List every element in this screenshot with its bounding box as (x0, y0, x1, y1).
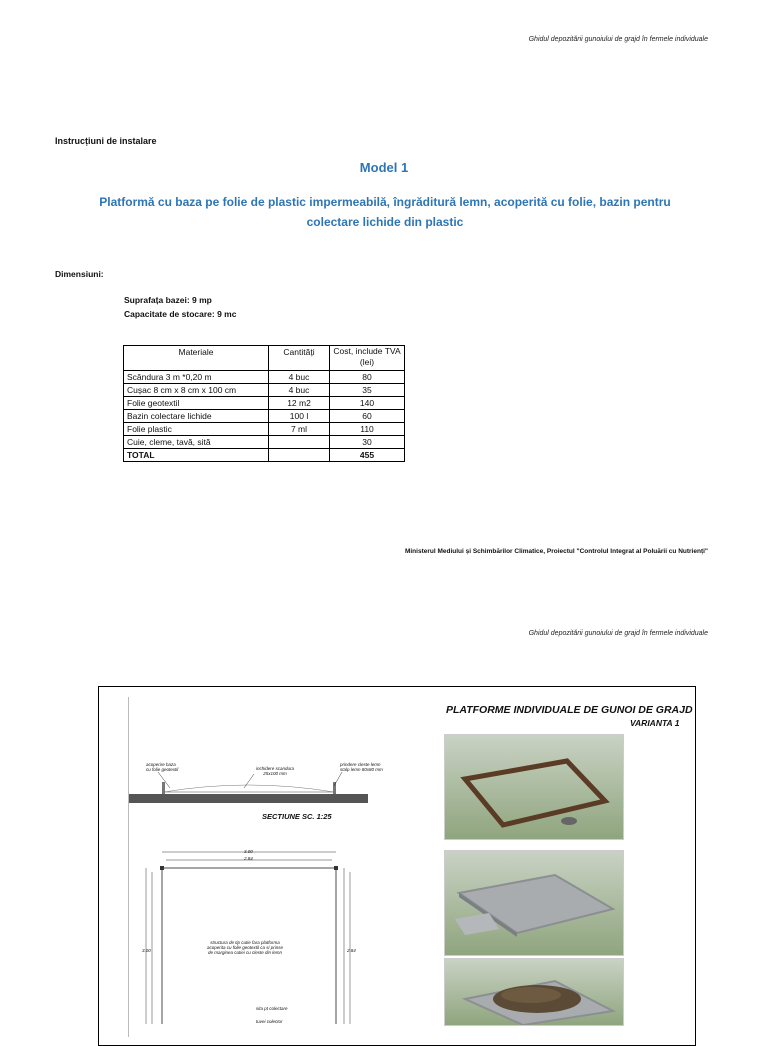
table-row (124, 371, 405, 384)
quantity-cell: 7 ml (269, 423, 330, 436)
total-cost-cell: 455 (330, 449, 405, 462)
label-base-cover-1: acoperire baza (146, 762, 176, 767)
dimensions-label: Dimensiuni: (55, 269, 104, 279)
header-quantities: Cantități (269, 346, 330, 371)
dim-side-1: 3.00 (142, 948, 151, 953)
quantity-cell: 4 buc (269, 371, 330, 384)
surface-line: Suprafața bazei: 9 mp (124, 295, 212, 305)
material-cell: Cușac 8 cm x 8 cm x 100 cm (124, 384, 269, 397)
table-row (124, 423, 405, 436)
plan-note-1: structura de tip cutie fara platforma (210, 940, 280, 945)
label-posts-2: stalp lemn 80x80 mm (340, 767, 383, 772)
model-title: Model 1 (359, 160, 409, 175)
table-row (124, 397, 405, 410)
subtitle-line-2: colectare lichide din plastic (306, 215, 464, 229)
dim-top-1: 3.00 (244, 849, 253, 854)
render-with-manure-image (445, 959, 623, 1025)
total-quantity-cell (269, 449, 330, 462)
quantity-cell (269, 436, 330, 449)
cost-cell: 140 (330, 397, 405, 410)
material-cell: Folie plastic (124, 423, 269, 436)
material-cell: Folie geotextil (124, 397, 269, 410)
render-with-manure (444, 958, 624, 1026)
render-frame-only-image (445, 735, 623, 839)
drawing-variant: VARIANTA 1 (630, 718, 680, 728)
header-cost: Cost, include TVA (lei) (330, 346, 405, 371)
plan-note (190, 940, 300, 955)
plan-drawing (140, 846, 358, 1024)
section-caption: SECTIUNE SC. 1:25 (262, 812, 332, 821)
render-frame-only (444, 734, 624, 840)
materials-table (123, 345, 405, 462)
render-lined-base (444, 850, 624, 956)
table-row-total (124, 449, 405, 462)
label-base-cover (146, 762, 178, 772)
render-lined-base-image (445, 851, 623, 955)
label-enclosure (256, 766, 294, 776)
label-enclosure-2: 25x100 mm (263, 771, 287, 776)
running-header-page-2: Ghidul depozitării gunoiului de grajd în fermele individuale (528, 630, 708, 637)
table-row (124, 410, 405, 423)
plan-note-3: de marginea cutiei cu cleste din lemn (207, 950, 283, 955)
cost-cell: 110 (330, 423, 405, 436)
cost-cell: 80 (330, 371, 405, 384)
material-cell: Bazin colectare lichide (124, 410, 269, 423)
running-header: Ghidul depozitării gunoiului de grajd în fermele individuale (528, 36, 708, 43)
header-materials: Materiale (124, 346, 269, 371)
quantity-cell: 100 l (269, 410, 330, 423)
table-row (124, 384, 405, 397)
ground-slab (129, 794, 368, 803)
plan-note-2: acoperita cu folie geotextil ca si prinse (206, 945, 284, 950)
total-label-cell: TOTAL (124, 449, 269, 462)
label-collector: tuvei colector (256, 1019, 283, 1024)
label-base-cover-2: cu folie geotextil (146, 767, 179, 772)
cost-cell: 60 (330, 410, 405, 423)
cost-cell: 35 (330, 384, 405, 397)
dim-top-2: 2.84 (244, 856, 253, 861)
label-posts-1: prindere cleste lemn (340, 762, 381, 767)
model-subtitle (40, 192, 730, 232)
label-enclosure-1: inchidere scandura (256, 766, 295, 771)
label-posts (340, 762, 383, 772)
material-cell: Scândura 3 m *0,20 m (124, 371, 269, 384)
cost-cell: 30 (330, 436, 405, 449)
capacity-line: Capacitate de stocare: 9 mc (124, 309, 237, 319)
quantity-cell: 12 m2 (269, 397, 330, 410)
page-footer: Ministerul Mediului și Schimbărilor Climatice, Proiectul "Controlul Integrat al Poluării cu Nutrienți" (404, 548, 708, 555)
material-cell: Cuie, cleme, tavă, sită (124, 436, 269, 449)
section-label: Instrucțiuni de instalare (55, 136, 157, 146)
dimensions-block (124, 293, 236, 321)
label-sieve: sita pt colectare (256, 1006, 288, 1011)
quantity-cell: 4 buc (269, 384, 330, 397)
subtitle-line-1: Platformă cu baza pe folie de plastic impermeabilă, îngrăditură lemn, acoperită cu folie, bazin pentru (99, 195, 671, 209)
table-row (124, 436, 405, 449)
drawing-title: PLATFORME INDIVIDUALE DE GUNOI DE GRAJD (446, 704, 693, 716)
dim-side-2: 2.84 (347, 948, 356, 953)
